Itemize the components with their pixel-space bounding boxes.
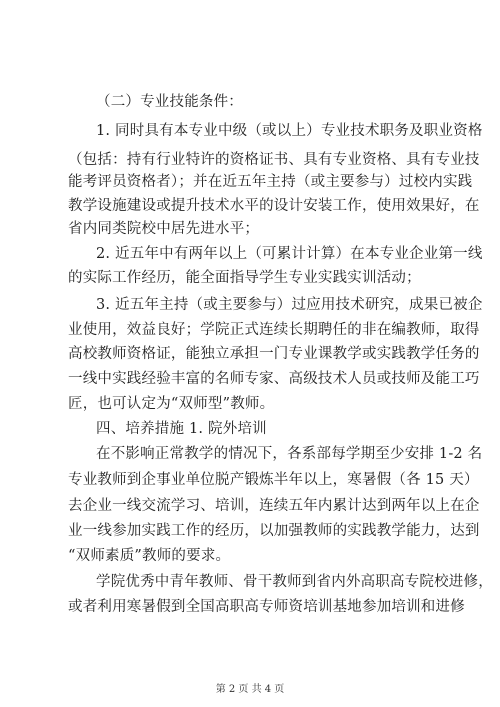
paragraph-line: 3. 近五年主持（或主要参与）过应用技术研究，成果已被企 (96, 297, 483, 313)
paragraph-line: 匠，也可认定为“双师型”教师。 (68, 396, 275, 412)
paragraph-line: 业一线参加实践工作的经历，以加强教师的实践教学能力，达到 (68, 523, 480, 539)
page-footer: 第 2 页 共 4 页 (215, 684, 285, 695)
paragraph-line: 省内同类院校中居先进水平； (68, 221, 260, 237)
paragraph-line: 能考评员资格者）；并在近五年主持（或主要参与）过校内实践 (68, 174, 473, 190)
paragraph-line: 的实际工作经历，能全面指导学生专业实践实训活动； (68, 270, 421, 286)
paragraph-line: 1. 同时具有本专业中级（或以上）专业技术职务及职业资格 (96, 123, 483, 139)
paragraph-line: 业使用，效益良好；学院正式连续长期聘任的非在编教师，取得 (68, 322, 480, 338)
paragraph-line: 2. 近五年中有两年以上（可累计计算）在本专业企业第一线 (96, 246, 483, 262)
paragraph-line: 去企业一线交流学习、培训，连续五年内累计达到两年以上在企 (68, 498, 480, 514)
paragraph-line: 高校教师资格证，能独立承担一门专业课教学或实践教学任务的 (68, 346, 480, 362)
paragraph-line: “双师素质”教师的要求。 (68, 548, 231, 564)
section-heading: 四、培养措施 1. 院外培训 (96, 421, 267, 437)
paragraph-line: 在不影响正常教学的情况下，各系部每学期至少安排 1-2 名 (96, 446, 483, 462)
section-heading: （二）专业技能条件： (96, 94, 243, 110)
paragraph-line: 学院优秀中青年教师、骨干教师到省内外高职高专院校进修， (96, 574, 493, 590)
paragraph-line: 一线中实践经验丰富的名师专家、高级技术人员或技师及能工巧 (68, 371, 480, 387)
paragraph-line: 专业教师到企事业单位脱产锻炼半年以上，寒暑假（各 15 天） (68, 472, 479, 488)
paragraph-line: 教学设施建设或提升技术水平的设计安装工作，使用效果好，在 (68, 198, 480, 214)
paragraph-line: 或者利用寒暑假到全国高职高专师资培训基地参加培训和进修 (68, 599, 465, 615)
paragraph-line: （包括：持有行业特许的资格证书、具有专业资格、具有专业技 (68, 152, 480, 168)
